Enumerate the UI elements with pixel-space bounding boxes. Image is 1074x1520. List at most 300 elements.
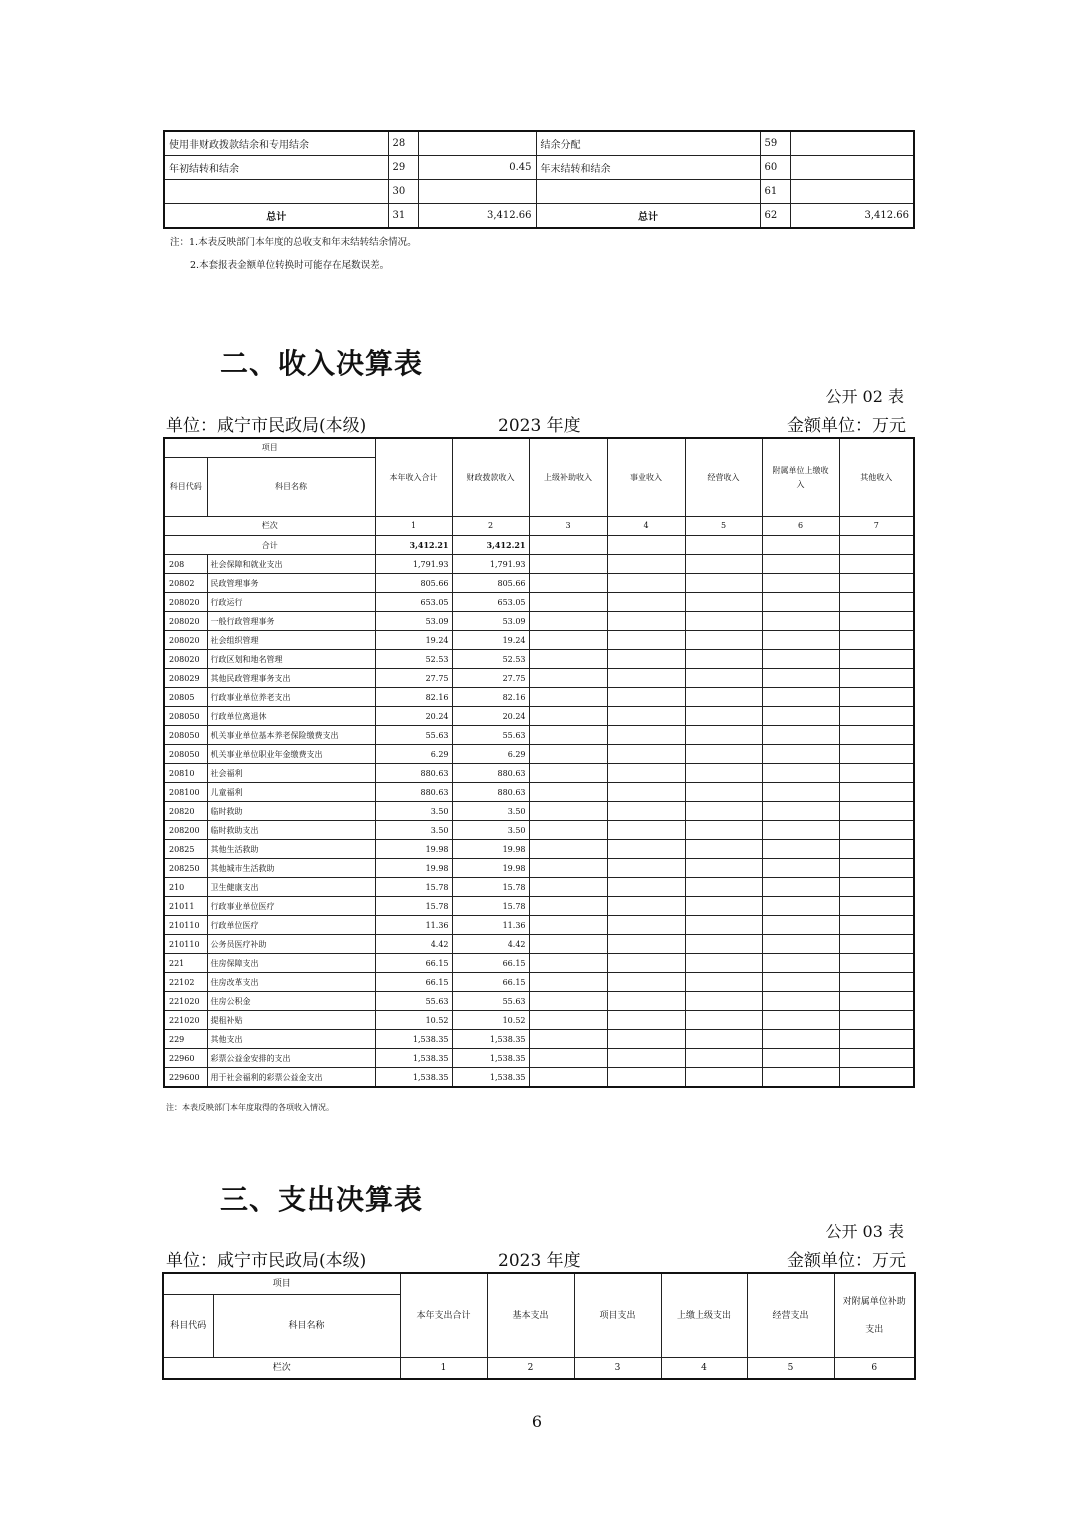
empty-cell (685, 631, 762, 650)
empty-cell (607, 916, 685, 935)
empty-cell (762, 802, 839, 821)
empty-cell (762, 897, 839, 916)
total-income: 4.42 (375, 935, 452, 954)
empty-cell (529, 669, 607, 688)
empty-cell (529, 726, 607, 745)
empty-cell (762, 574, 839, 593)
empty-cell (607, 593, 685, 612)
empty-cell (839, 1068, 914, 1088)
empty-cell (607, 859, 685, 878)
subject-name: 机关事业单位基本养老保险缴费支出 (207, 726, 375, 745)
empty-cell (685, 916, 762, 935)
empty-cell (607, 688, 685, 707)
income-note: 注：本表反映部门本年度取得的各项收入情况。 (166, 1103, 334, 1112)
right-amount: 3,412.66 (790, 204, 914, 229)
empty-cell (762, 859, 839, 878)
subject-code: 221 (164, 954, 207, 973)
empty-cell (839, 802, 914, 821)
fiscal-income: 1,538.35 (452, 1068, 529, 1088)
table-row (164, 916, 914, 935)
subject-code: 208020 (164, 612, 207, 631)
empty-cell (839, 650, 914, 669)
subject-name: 其他民政管理事务支出 (207, 669, 375, 688)
subject-name: 社会保障和就业支出 (207, 555, 375, 574)
table-row (164, 204, 914, 229)
subject-name: 行政事业单位医疗 (207, 897, 375, 916)
table-row (164, 973, 914, 992)
empty-cell (762, 935, 839, 954)
income-lanci-7: 7 (839, 517, 914, 536)
empty-cell (529, 821, 607, 840)
income-year: 2023 年度 (498, 416, 581, 436)
left-line-no: 28 (388, 131, 418, 156)
empty-cell (839, 593, 914, 612)
total-income: 11.36 (375, 916, 452, 935)
subject-code: 229600 (164, 1068, 207, 1088)
total-income: 805.66 (375, 574, 452, 593)
empty-cell (607, 707, 685, 726)
total-income: 15.78 (375, 897, 452, 916)
income-col-4: 事业收入 (607, 438, 685, 517)
table-row (164, 1049, 914, 1068)
total-income: 27.75 (375, 669, 452, 688)
subject-code: 208100 (164, 783, 207, 802)
income-lanci-2: 2 (452, 517, 529, 536)
subject-name: 社会组织管理 (207, 631, 375, 650)
income-total-1: 3,412.21 (375, 536, 452, 555)
empty-cell (685, 878, 762, 897)
income-col-5: 经营收入 (685, 438, 762, 517)
subject-code: 20810 (164, 764, 207, 783)
fiscal-income: 11.36 (452, 916, 529, 935)
income-lanci-label: 栏次 (164, 517, 375, 536)
empty-cell (685, 745, 762, 764)
empty-cell (529, 859, 607, 878)
expense-col-6: 对附属单位补助支出 (834, 1273, 915, 1358)
total-income: 880.63 (375, 783, 452, 802)
fiscal-income: 27.75 (452, 669, 529, 688)
fiscal-income: 19.98 (452, 859, 529, 878)
right-amount (790, 180, 914, 204)
subject-code: 21011 (164, 897, 207, 916)
subject-code: 20820 (164, 802, 207, 821)
empty-cell (685, 821, 762, 840)
empty-cell (529, 783, 607, 802)
left-item-name: 总计 (164, 204, 388, 229)
income-lanci-1: 1 (375, 517, 452, 536)
total-income: 1,538.35 (375, 1068, 452, 1088)
empty-cell (839, 783, 914, 802)
fiscal-income: 66.15 (452, 954, 529, 973)
empty-cell (529, 612, 607, 631)
left-item-name: 年初结转和结余 (164, 156, 388, 180)
subject-name: 行政事业单位养老支出 (207, 688, 375, 707)
table-row (164, 726, 914, 745)
empty-cell (685, 593, 762, 612)
empty-cell (839, 878, 914, 897)
empty-cell (607, 1011, 685, 1030)
empty-cell (607, 897, 685, 916)
fiscal-income: 19.98 (452, 840, 529, 859)
empty-cell (839, 745, 914, 764)
subject-name: 其他生活救助 (207, 840, 375, 859)
total-income: 82.16 (375, 688, 452, 707)
table-row (164, 992, 914, 1011)
expense-lanci-6: 6 (834, 1358, 915, 1380)
income-hdr-item: 项目 (164, 438, 375, 458)
empty-cell (762, 650, 839, 669)
table-row (164, 1011, 914, 1030)
expense-hdr-code: 科目代码 (163, 1295, 213, 1358)
subject-name: 其他支出 (207, 1030, 375, 1049)
empty-cell (529, 1030, 607, 1049)
empty-cell (762, 631, 839, 650)
total-income: 1,538.35 (375, 1049, 452, 1068)
fiscal-income: 6.29 (452, 745, 529, 764)
income-lanci-3: 3 (529, 517, 607, 536)
empty-cell (529, 973, 607, 992)
empty-cell (839, 669, 914, 688)
subject-name: 公务员医疗补助 (207, 935, 375, 954)
income-money-unit: 金额单位：万元 (787, 416, 906, 436)
fiscal-income: 52.53 (452, 650, 529, 669)
subject-code: 20802 (164, 574, 207, 593)
fiscal-income: 880.63 (452, 783, 529, 802)
income-total-2: 3,412.21 (452, 536, 529, 555)
subject-name: 住房保障支出 (207, 954, 375, 973)
expense-lanci-4: 4 (661, 1358, 747, 1380)
income-col-3: 上级补助收入 (529, 438, 607, 517)
table-row (164, 669, 914, 688)
subject-code: 208020 (164, 593, 207, 612)
empty-cell (839, 764, 914, 783)
empty-cell (529, 1011, 607, 1030)
empty-cell (607, 992, 685, 1011)
expense-hdr-name: 科目名称 (213, 1295, 400, 1358)
empty-cell (607, 1030, 685, 1049)
subject-code: 221020 (164, 1011, 207, 1030)
empty-cell (685, 783, 762, 802)
empty-cell (607, 650, 685, 669)
empty-cell (839, 821, 914, 840)
empty-cell (529, 992, 607, 1011)
empty-cell (762, 707, 839, 726)
fiscal-income: 10.52 (452, 1011, 529, 1030)
expense-col-4: 上缴上级支出 (661, 1273, 747, 1358)
fiscal-income: 805.66 (452, 574, 529, 593)
page-number: 6 (531, 1412, 543, 1431)
empty-cell (607, 935, 685, 954)
table-row (164, 593, 914, 612)
empty-cell (607, 745, 685, 764)
subject-code: 208029 (164, 669, 207, 688)
empty-cell (529, 954, 607, 973)
empty-cell (685, 1049, 762, 1068)
table-row (164, 612, 914, 631)
empty-cell (529, 1068, 607, 1088)
fiscal-income: 82.16 (452, 688, 529, 707)
subject-name: 社会福利 (207, 764, 375, 783)
subject-name: 临时救助支出 (207, 821, 375, 840)
left-item-name: 使用非财政拨款结余和专用结余 (164, 131, 388, 156)
subject-name: 民政管理事务 (207, 574, 375, 593)
empty-cell (762, 745, 839, 764)
balance-table (163, 130, 915, 229)
subject-code: 208050 (164, 726, 207, 745)
table-row (164, 897, 914, 916)
empty-cell (607, 821, 685, 840)
empty-cell (762, 783, 839, 802)
table-row (164, 821, 914, 840)
empty-cell (685, 992, 762, 1011)
empty-cell (839, 840, 914, 859)
empty-cell (839, 707, 914, 726)
empty-cell (685, 764, 762, 783)
fiscal-income: 53.09 (452, 612, 529, 631)
empty-cell (685, 859, 762, 878)
right-line-no: 62 (760, 204, 790, 229)
table-row (164, 688, 914, 707)
total-income: 3.50 (375, 802, 452, 821)
income-col-1: 本年收入合计 (375, 438, 452, 517)
subject-name: 行政单位离退休 (207, 707, 375, 726)
empty-cell (529, 555, 607, 574)
empty-cell (529, 631, 607, 650)
empty-cell (685, 802, 762, 821)
table-row (164, 1068, 914, 1088)
expense-lanci-5: 5 (747, 1358, 834, 1380)
empty-cell (685, 612, 762, 631)
empty-cell (762, 992, 839, 1011)
subject-name: 彩票公益金安排的支出 (207, 1049, 375, 1068)
empty-cell (762, 688, 839, 707)
table-row (164, 1030, 914, 1049)
expense-lanci-label: 栏次 (163, 1358, 400, 1380)
total-income: 66.15 (375, 954, 452, 973)
expense-col-2: 基本支出 (487, 1273, 574, 1358)
empty-cell (529, 593, 607, 612)
expense-lanci-2: 2 (487, 1358, 574, 1380)
table-row (164, 631, 914, 650)
empty-cell (607, 726, 685, 745)
fiscal-income: 3.50 (452, 802, 529, 821)
empty-cell (839, 1011, 914, 1030)
empty-cell (607, 1049, 685, 1068)
table-row (164, 935, 914, 954)
empty-cell (529, 802, 607, 821)
empty-cell (529, 688, 607, 707)
subject-code: 208050 (164, 707, 207, 726)
table-row (164, 555, 914, 574)
empty-cell (762, 764, 839, 783)
empty-cell (839, 612, 914, 631)
subject-name: 住房改革支出 (207, 973, 375, 992)
empty-cell (685, 555, 762, 574)
empty-cell (685, 574, 762, 593)
fiscal-income: 1,538.35 (452, 1049, 529, 1068)
empty-cell (607, 973, 685, 992)
table-row (164, 574, 914, 593)
empty-cell (762, 593, 839, 612)
empty-cell (529, 745, 607, 764)
empty-cell (685, 726, 762, 745)
subject-code: 208 (164, 555, 207, 574)
fiscal-income: 15.78 (452, 897, 529, 916)
empty-cell (607, 631, 685, 650)
subject-name: 儿童福利 (207, 783, 375, 802)
empty-cell (685, 973, 762, 992)
empty-cell (839, 935, 914, 954)
empty-cell (762, 840, 839, 859)
total-income: 52.53 (375, 650, 452, 669)
subject-code: 210 (164, 878, 207, 897)
table-row (164, 840, 914, 859)
expense-money-unit: 金额单位：万元 (787, 1251, 906, 1271)
table-row (164, 802, 914, 821)
total-income: 19.98 (375, 840, 452, 859)
right-amount (790, 156, 914, 180)
empty-cell (529, 878, 607, 897)
subject-code: 22960 (164, 1049, 207, 1068)
empty-cell (529, 840, 607, 859)
table-row (164, 859, 914, 878)
income-hdr-code: 科目代码 (164, 458, 207, 517)
empty-cell (685, 897, 762, 916)
empty-cell (762, 1030, 839, 1049)
empty-cell (685, 650, 762, 669)
subject-code: 20825 (164, 840, 207, 859)
empty-cell (607, 954, 685, 973)
left-line-no: 29 (388, 156, 418, 180)
empty-cell (529, 916, 607, 935)
subject-name: 行政单位医疗 (207, 916, 375, 935)
empty-cell (685, 935, 762, 954)
income-unit: 单位：咸宁市民政局(本级) (166, 416, 367, 436)
expense-table (162, 1272, 916, 1380)
subject-name: 住房公积金 (207, 992, 375, 1011)
subject-name: 提租补贴 (207, 1011, 375, 1030)
income-lanci-5: 5 (685, 517, 762, 536)
total-income: 15.78 (375, 878, 452, 897)
fiscal-income: 55.63 (452, 726, 529, 745)
empty-cell (607, 1068, 685, 1088)
table-row (164, 783, 914, 802)
income-table (163, 437, 915, 1088)
fiscal-income: 1,538.35 (452, 1030, 529, 1049)
fiscal-income: 20.24 (452, 707, 529, 726)
left-line-no: 31 (388, 204, 418, 229)
right-line-no: 60 (760, 156, 790, 180)
empty-cell (607, 612, 685, 631)
total-income: 55.63 (375, 992, 452, 1011)
empty-cell (607, 802, 685, 821)
income-col-7: 其他收入 (839, 438, 914, 517)
empty-cell (839, 1030, 914, 1049)
income-col-6: 附属单位上缴收入 (762, 438, 839, 517)
right-item-name (536, 180, 760, 204)
empty-cell (529, 574, 607, 593)
subject-code: 221020 (164, 992, 207, 1011)
expense-lanci-3: 3 (574, 1358, 661, 1380)
empty-cell (762, 726, 839, 745)
expense-col-3: 项目支出 (574, 1273, 661, 1358)
table-row (164, 954, 914, 973)
table-row (164, 180, 914, 204)
empty-cell (762, 612, 839, 631)
subject-code: 20805 (164, 688, 207, 707)
empty-cell (685, 707, 762, 726)
fiscal-income: 880.63 (452, 764, 529, 783)
empty-cell (685, 669, 762, 688)
empty-cell (762, 954, 839, 973)
total-income: 55.63 (375, 726, 452, 745)
left-amount (418, 131, 536, 156)
empty-cell (529, 935, 607, 954)
right-item-name: 总计 (536, 204, 760, 229)
empty-cell (762, 555, 839, 574)
empty-cell (839, 897, 914, 916)
empty-cell (529, 1049, 607, 1068)
left-line-no: 30 (388, 180, 418, 204)
fiscal-income: 55.63 (452, 992, 529, 1011)
table-row (164, 764, 914, 783)
expense-unit: 单位：咸宁市民政局(本级) (166, 1251, 367, 1271)
empty-cell (839, 859, 914, 878)
expense-section-title: 三、支出决算表 (220, 1183, 424, 1216)
total-income: 6.29 (375, 745, 452, 764)
total-income: 653.05 (375, 593, 452, 612)
empty-cell (607, 878, 685, 897)
empty-cell (685, 1011, 762, 1030)
expense-lanci-1: 1 (400, 1358, 487, 1380)
total-income: 880.63 (375, 764, 452, 783)
empty-cell (762, 1011, 839, 1030)
empty-cell (607, 555, 685, 574)
income-hdr-name: 科目名称 (207, 458, 375, 517)
subject-name: 临时救助 (207, 802, 375, 821)
subject-name: 机关事业单位职业年金缴费支出 (207, 745, 375, 764)
subject-name: 一般行政管理事务 (207, 612, 375, 631)
fiscal-income: 1,791.93 (452, 555, 529, 574)
subject-name: 行政运行 (207, 593, 375, 612)
fiscal-income: 15.78 (452, 878, 529, 897)
left-amount: 0.45 (418, 156, 536, 180)
left-amount (418, 180, 536, 204)
total-income: 20.24 (375, 707, 452, 726)
subject-code: 208250 (164, 859, 207, 878)
subject-name: 其他城市生活救助 (207, 859, 375, 878)
empty-cell (529, 707, 607, 726)
empty-cell (762, 669, 839, 688)
empty-cell (607, 840, 685, 859)
right-line-no: 61 (760, 180, 790, 204)
table-row (164, 707, 914, 726)
right-item-name: 结余分配 (536, 131, 760, 156)
subject-code: 208020 (164, 650, 207, 669)
fiscal-income: 3.50 (452, 821, 529, 840)
empty-cell (839, 954, 914, 973)
income-col-2: 财政拨款收入 (452, 438, 529, 517)
subject-code: 208020 (164, 631, 207, 650)
fiscal-income: 19.24 (452, 631, 529, 650)
fiscal-income: 653.05 (452, 593, 529, 612)
empty-cell (762, 1068, 839, 1088)
total-income: 1,538.35 (375, 1030, 452, 1049)
income-form-number: 公开 02 表 (825, 387, 904, 406)
empty-cell (529, 650, 607, 669)
table-row (164, 131, 914, 156)
total-income: 53.09 (375, 612, 452, 631)
